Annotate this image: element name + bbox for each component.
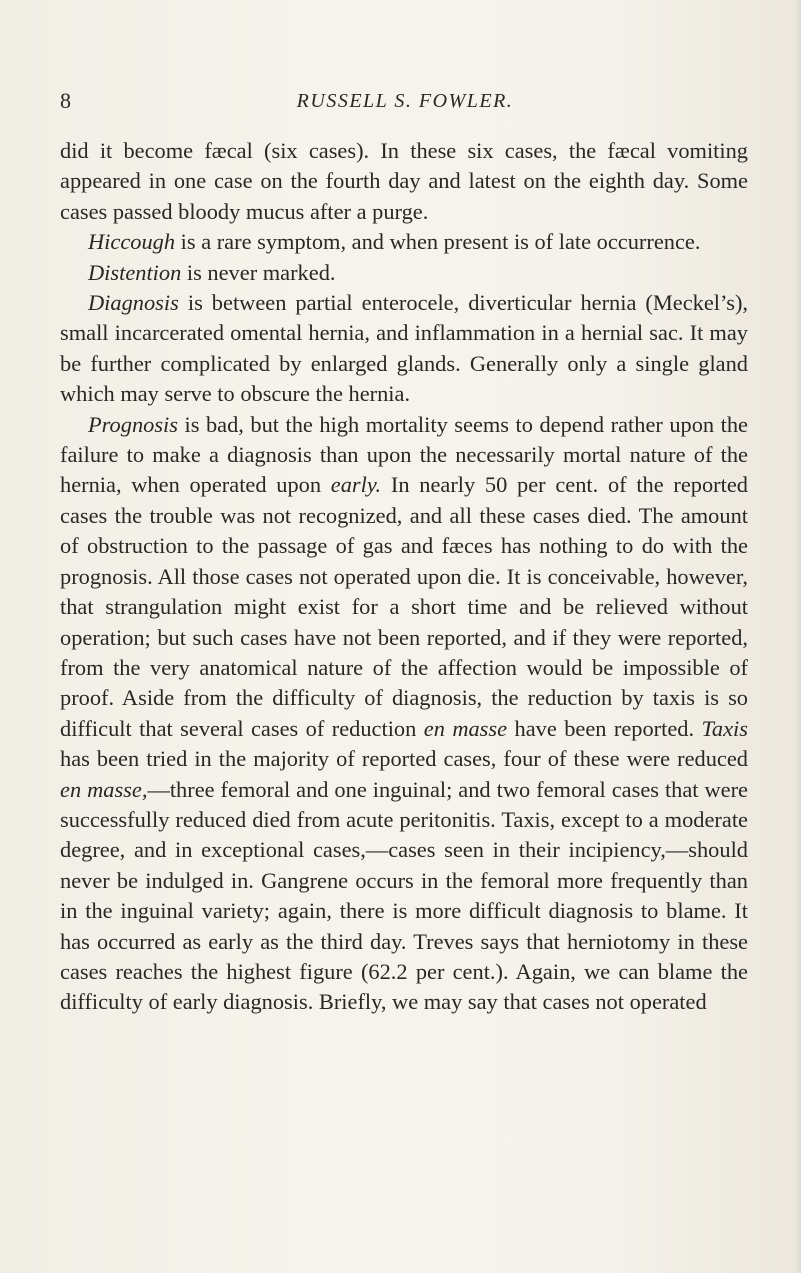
paragraph-prognosis [60,410,748,1018]
paragraph-lead-term: Prognosis [88,411,178,437]
running-head [60,86,750,116]
paragraph-continuation [60,136,748,227]
paragraph-hiccough [60,227,748,257]
emphasis-text: Taxis [701,715,748,741]
page-number: 8 [60,88,71,113]
paragraph-text: —three femoral and one inguinal; and two femoral cases that were successfully reduced died from acute peritonitis. Taxis, except to a moderate degree, and in exceptional cases,—cases seen in their incipiency,—should never be indulged in. Gangrene occurs in the femoral more frequently than in the inguinal variety; again, there is more difficult diagnosis to blame. It has occurred as early as the third day. Treves says that herniotomy in these cases reaches the highest figure (62.2 per cent.). Again, we can blame the difficulty of early diagnosis. Briefly, we may say that cases not operated [60,776,748,1015]
paragraph-diagnosis [60,288,748,410]
paragraph-text: is a rare symptom, and when present is of late occurrence. [175,229,701,255]
emphasis-text: en masse, [60,776,148,802]
paragraph-lead-term: Diagnosis [88,290,179,316]
paragraph-text: In nearly 50 per cent. of the reported cases the trouble was not recognized, and all these cases died. The amount of obstruction to the passage of gas and fæces has nothing to do with the prognosis. All those cases not operated upon die. It is conceivable, however, that strangulation might exist for a short time and be relieved without operation; but such cases have not been reported, and if they were reported, from the very anatomical nature of the affection would be impossible of proof. Aside from the difficulty of diagnosis, the reduction by taxis is so difficult that several cases of reduction [60,472,748,741]
paragraph-text: did it become fæcal (six cases). In these six cases, the fæcal vomiting appeared in one case on the fourth day and latest on the eighth day. Some cases passed bloody mucus after a purge. [60,138,748,224]
emphasis-text: early. [330,472,382,498]
page-edge-shadow [795,0,801,1273]
paragraph-lead-term: Hiccough [88,229,176,255]
paragraph-text: is between partial enterocele, diverticular hernia (Meckel’s), small incarcerated omental hernia, and inflammation in a hernial sac. It may be further complicated by enlarged glands. Generally only a single gland which may serve to obscure the hernia. [60,290,748,407]
emphasis-text: en masse [423,715,508,741]
paragraph-text: has been tried in the majority of reported cases, four of these were reduced [60,746,748,772]
paragraph-text: is bad, but the high mortality seems to depend rather upon the failure to make a diagnosis than upon the necessarily mortal nature of the hernia, when operated upon [60,411,748,498]
paragraph-text: have been reported. [507,715,702,741]
running-head-title: RUSSELL S. FOWLER. [296,90,514,112]
paragraph-lead-term: Distention [88,259,182,285]
body-text [60,136,748,1018]
paragraph-distention [60,258,748,288]
paragraph-text: is never marked. [181,259,336,285]
